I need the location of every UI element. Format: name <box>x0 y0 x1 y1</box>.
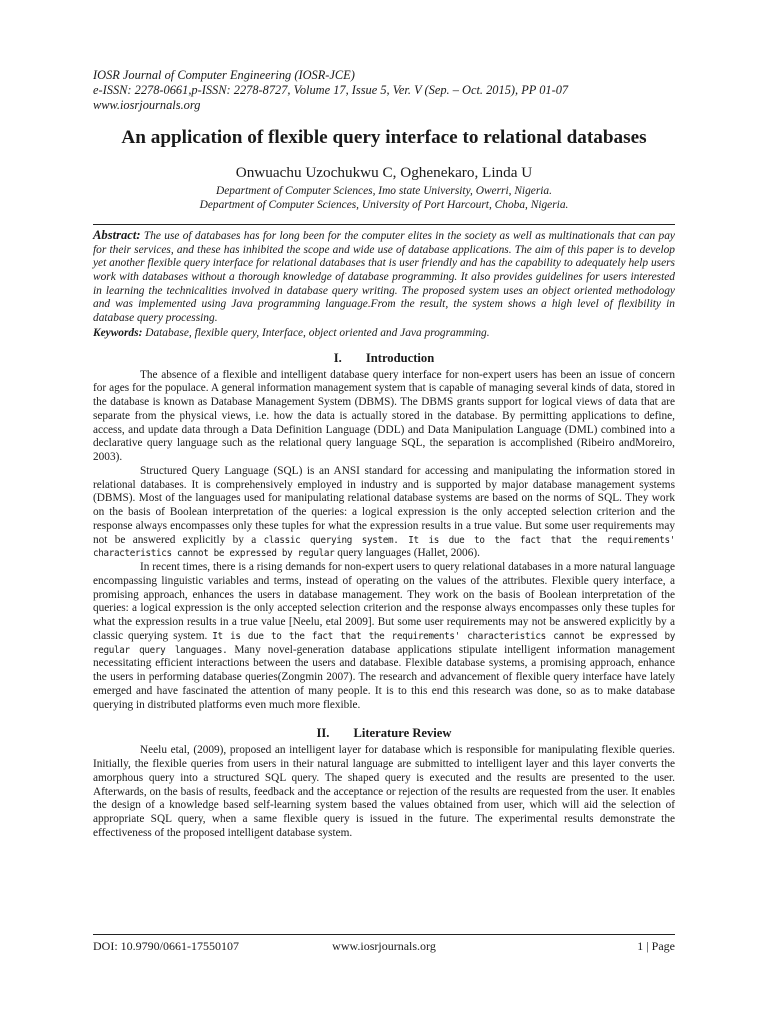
section-title: Introduction <box>365 350 435 365</box>
abstract <box>93 229 675 326</box>
journal-issn: e-ISSN: 2278-0661,p-ISSN: 2278-8727, Volume 17, Issue 5, Ver. V (Sep. – Oct. 2015), PP 01-07 <box>93 83 569 98</box>
introduction-body <box>93 369 675 713</box>
paragraph-text: Many novel-generation database applications stipulate intelligent information management necessitating efficient interactions between the users and database. Flexible database systems, a promising approach, enhance the users in performing database queries(Zongmin 2007). The research and advancement of flexible query interface have lately emerged and have fascinated the attention of many people. It is to this end this research was done, so as to make database querying in distributed platforms even much more flexible. <box>93 643 675 711</box>
section-number: I. <box>333 350 342 365</box>
footer-page-number: 1 | Page <box>637 939 675 953</box>
abstract-divider <box>93 224 675 225</box>
keywords <box>93 326 675 340</box>
abstract-text: The use of databases has for long been for the computer elites in the society as well as multinationals that can pay for their services, and these has inhibited the scope and wide use of database applications. The aim of this paper is to develop yet another flexible query interface for relational databases that is user friendly and has the capability to adequately help users work with databases without a thorough knowledge of database programming. It also provides guidelines for users interested in learning the technicalities involved in database query writing. The proposed system uses an object oriented methodology and was implemented using Java programming language.From the result, the system shows a high level of flexibility in database query processing. <box>93 229 675 325</box>
paragraph: Neelu etal, (2009), proposed an intelligent layer for database which is responsible for manipulating flexible queries. Initially, the flexible queries from users in their natural language are submitted to intelligent layer and this layer converts the amorphous query into a structured SQL query. The shaped query is executed and the results are presented to the user. Afterwards, on the basis of results, feedback and the acceptance or rejection of the results are requested from the user. It enables the design of a knowledge based self-learning system based the values obtained from user, which will aid the selection of appropriate SQL query, when a same flexible query is issued in the future. The experimental results demonstrate the effectiveness of the proposed intelligent database system. <box>93 744 675 839</box>
paragraph: The absence of a flexible and intelligent database query interface for non-expert users has been an issue of concern for ages for the populace. A general information management system that is capable of managing several kinds of data, stored in the database is known as Database Management System (DBMS). The DBMS grants support for logical views of data that are separate from the physical views, i.e. how the data is actually stored in the database. By permitting applications to define, access, and update data through a Data Definition Language (DDL) and Data Manipulation Language (DML) combined into a declarative query language such as the relational query language SQL, the separation is accomplished (Ribeiro andMoreiro, 2003). <box>93 368 675 464</box>
journal-website: www.iosrjournals.org <box>93 98 201 113</box>
affiliation-1: Department of Computer Sciences, Imo state University, Owerri, Nigeria. <box>216 184 552 197</box>
paragraph-text-mono: It is due to the fact that the requirements' characteristics cannot be expressed by regular query languages. <box>93 630 675 656</box>
paper-title: An application of flexible query interface to relational databases <box>121 126 647 148</box>
keywords-text: Database, flexible query, Interface, object oriented and Java programming. <box>145 326 490 339</box>
keywords-label: Keywords: <box>93 326 143 339</box>
literature-review-body <box>93 744 675 840</box>
journal-header <box>93 68 675 114</box>
section-heading-introduction <box>93 351 675 366</box>
paragraph <box>93 561 675 712</box>
paragraph <box>93 465 675 561</box>
affiliation-2: Department of Computer Sciences, University of Port Harcourt, Choba, Nigeria. <box>199 199 569 212</box>
section-title: Literature Review <box>353 726 452 741</box>
section-heading-literature-review <box>93 726 675 741</box>
footer-website: www.iosrjournals.org <box>332 939 436 953</box>
paragraph-text: In recent times, there is a rising demands for non-expert users to query relational databases in a more natural language encompassing linguistic variables and terms, instead of operating on the values of the attributes. Flexible query interface, a promising approach, enhances the users in database management. They work on the basis of Boolean interpretation of the queries: a logical expression is the only accepted selection criterion and the response always encompasses only these tuples for what the expression results in a true value [Neelu, etal 2009]. But some user requirements may not be answered explicitly by a classic querying system. <box>93 561 675 642</box>
footer-doi: DOI: 10.9790/0661-17550107 <box>93 939 239 953</box>
page-footer <box>93 939 675 953</box>
abstract-label: Abstract: <box>93 227 141 242</box>
section-number: II. <box>316 726 330 741</box>
journal-name: IOSR Journal of Computer Engineering (IOSR-JCE) <box>93 68 355 82</box>
paragraph-text: Structured Query Language (SQL) is an ANSI standard for accessing and manipulating the information stored in relational databases. It is comprehensively employed in industry and is supported by major database management systems (DBMS). Most of the languages used for manipulating relational database systems are based on the norms of SQL. They work on the basis of Boolean interpretation of the queries: a logical expression is the only accepted selection criterion and the response always encompasses only these tuples for what the expression results in a true value. But some user requirements may not be answered explicitly by a <box>93 464 675 546</box>
author-list: Onwuachu Uzochukwu C, Oghenekaro, Linda U <box>235 163 533 181</box>
footer-divider <box>93 934 675 935</box>
paragraph-text: query languages (Hallet, 2006). <box>337 547 480 560</box>
paragraph-text-mono: classic querying system. It is due to the fact that the requirements' characteristics cannot be expressed by regular <box>93 534 675 560</box>
